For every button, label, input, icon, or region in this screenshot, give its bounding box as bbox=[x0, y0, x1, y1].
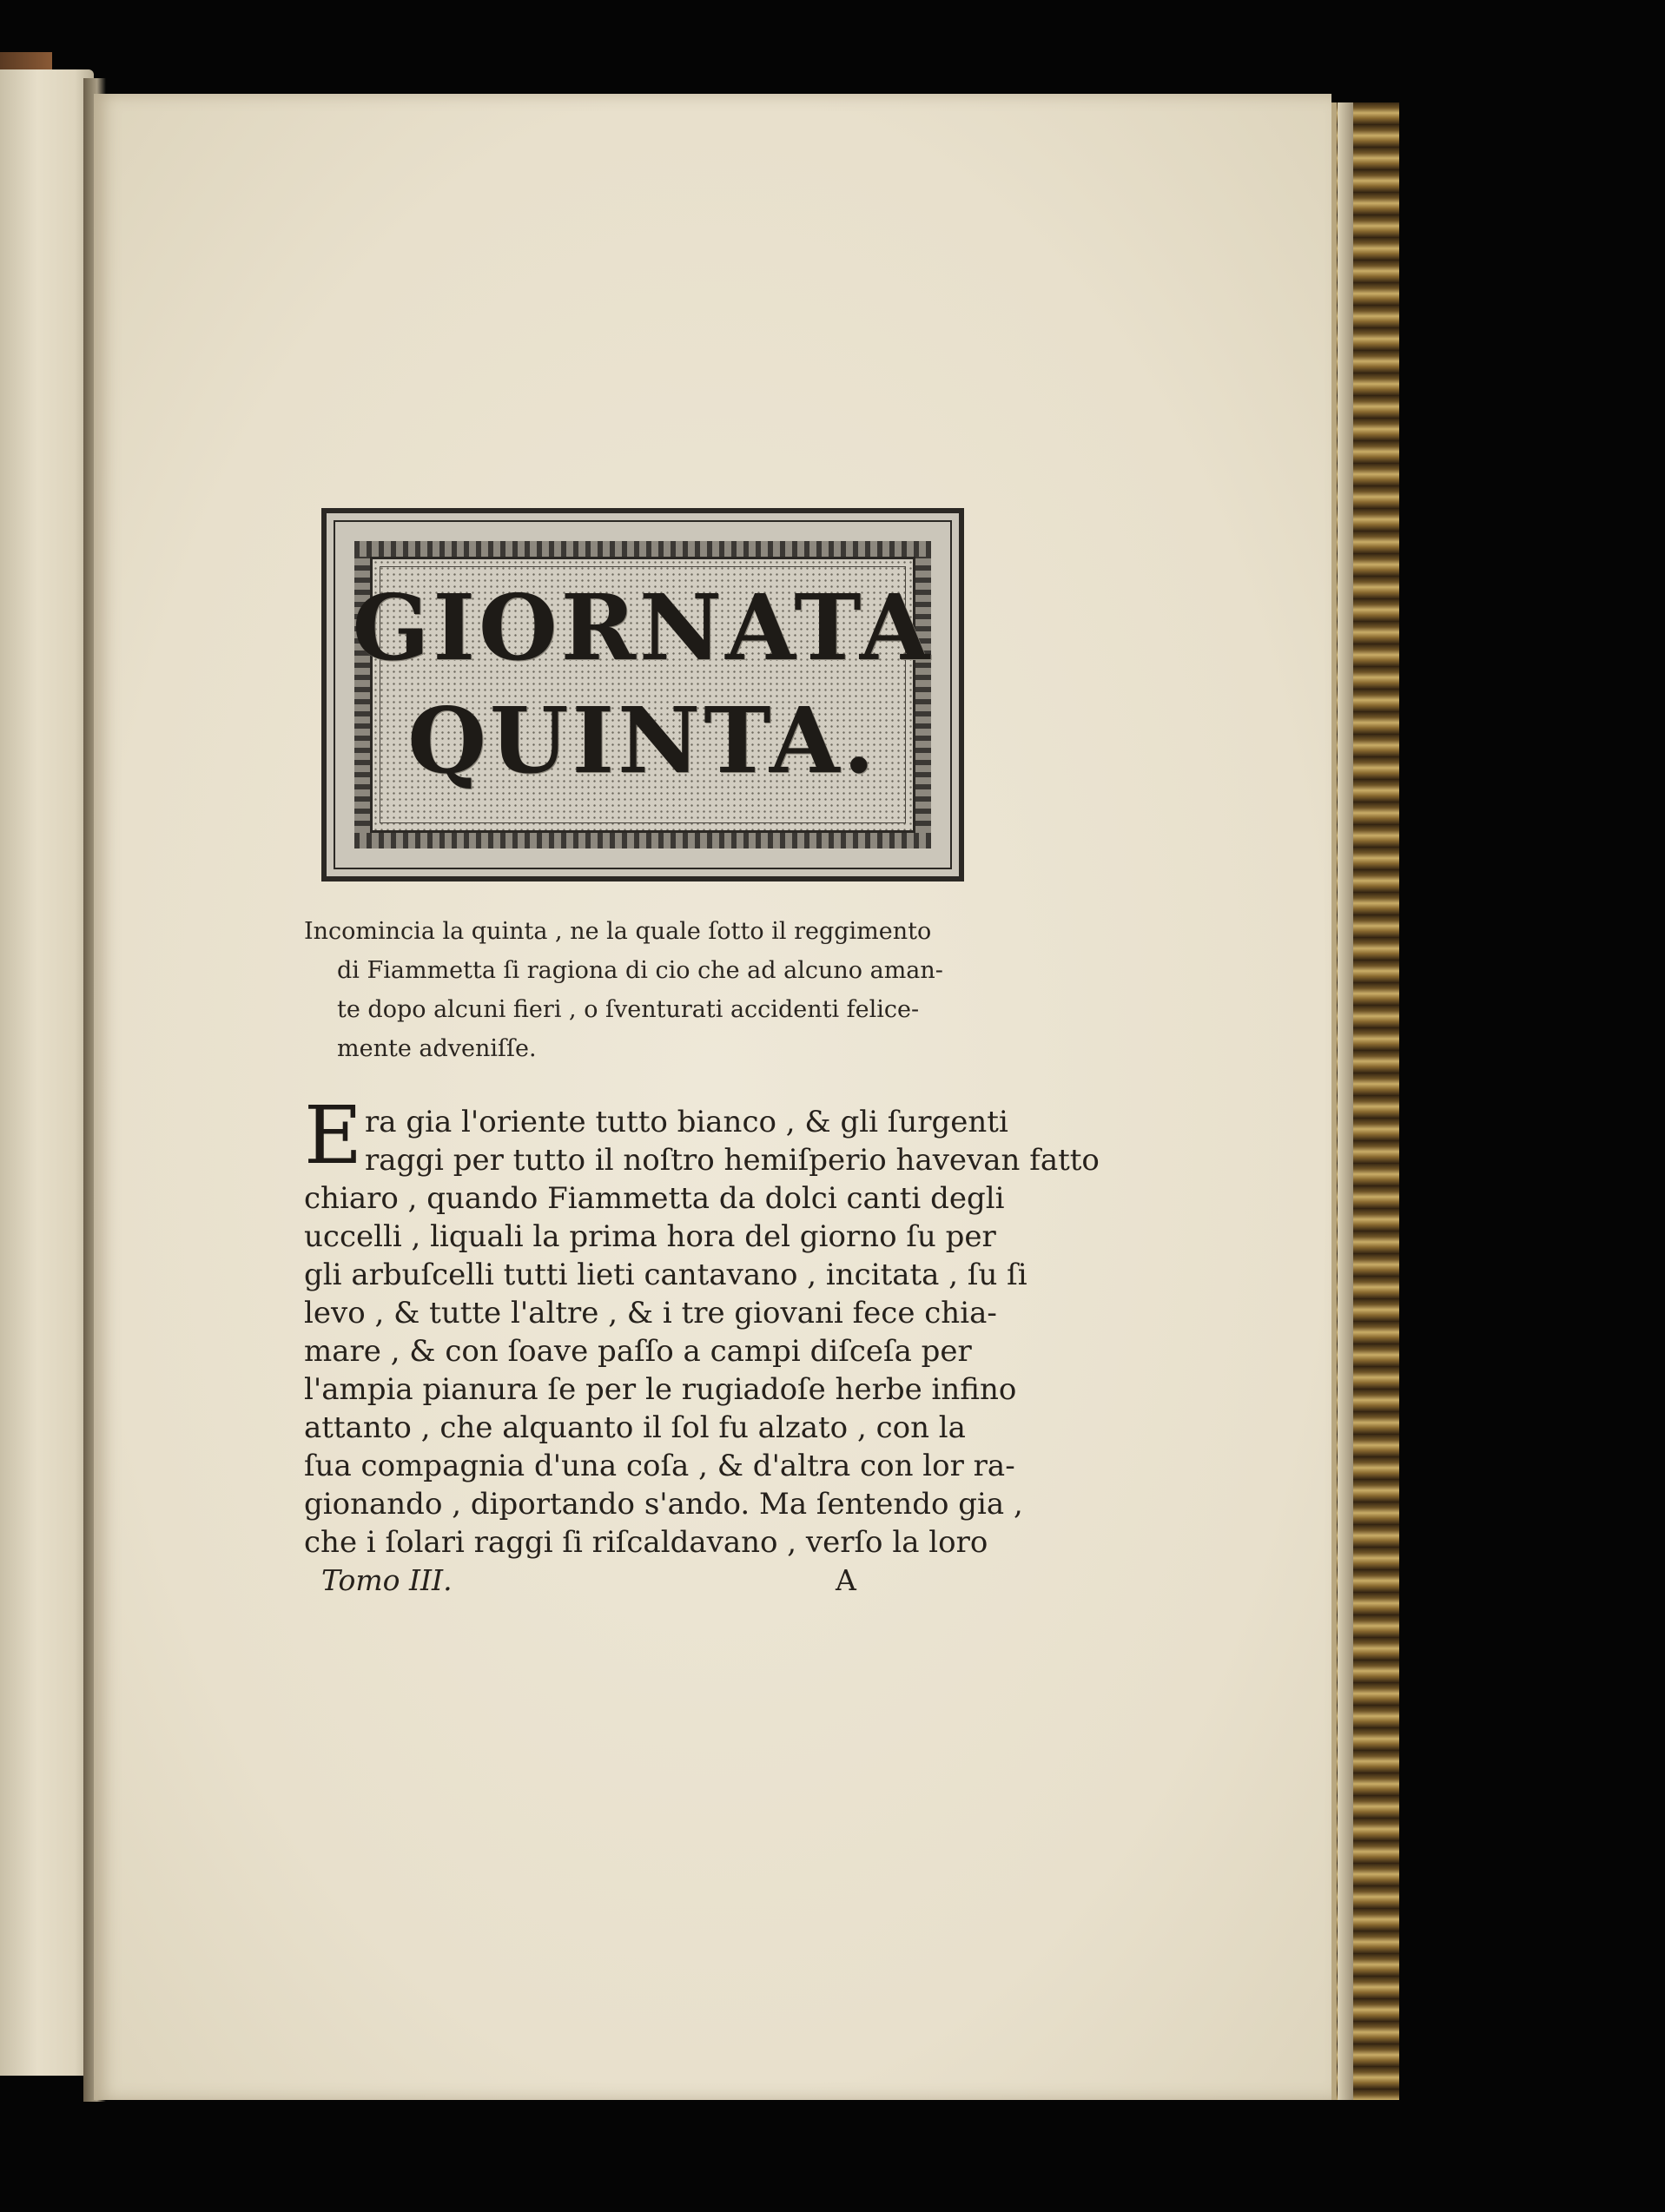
rubric-line: di Fiammetta ſi ragiona di cio che ad alcuno aman- bbox=[337, 957, 943, 984]
chapter-rubric bbox=[304, 912, 981, 1068]
body-line: raggi per tutto il noſtro hemiſperio havevan fatto bbox=[365, 1143, 1100, 1178]
plate-title-line-2: QUINTA. bbox=[407, 687, 878, 794]
rubric-line: te dopo alcuni fieri , o ſventurati accidenti felice- bbox=[337, 996, 920, 1023]
body-line: gionando , diportando s'ando. Ma ſentendo gia , bbox=[304, 1487, 1023, 1522]
volume-footer: Tomo III. bbox=[321, 1563, 453, 1597]
body-line: l'ampia pianura ſe per le rugiadoſe herbe infino bbox=[304, 1372, 1017, 1407]
rubric-line: Incomincia la quinta , ne la quale ſotto il reggimento bbox=[304, 918, 932, 945]
body-line: ſua compagnia d'una coſa , & d'altra con lor ra- bbox=[304, 1449, 1015, 1483]
body-paragraph bbox=[304, 1103, 1100, 1562]
drop-capital: E bbox=[304, 1089, 363, 1182]
body-line: attanto , che alquanto il ſol fu alzato , con la bbox=[304, 1410, 966, 1445]
body-line: levo , & tutte l'altre , & i tre giovani fece chia- bbox=[304, 1296, 997, 1331]
body-line: mare , & con ſoave paſſo a campi diſceſa per bbox=[304, 1334, 972, 1369]
page-block-edge bbox=[1338, 102, 1353, 2100]
body-line: chiaro , quando Fiammetta da dolci canti degli bbox=[304, 1181, 1005, 1216]
body-line: che i ſolari raggi ſi riſcaldavano , verſo la loro bbox=[304, 1525, 988, 1560]
rubric-line: mente adveniſſe. bbox=[337, 1035, 537, 1062]
right-page bbox=[94, 94, 1331, 2100]
body-line: ra gia l'oriente tutto bianco , & gli ſurgenti bbox=[365, 1105, 1008, 1139]
plate-title-line-1: GIORNATA bbox=[352, 574, 934, 681]
left-page bbox=[0, 69, 94, 2076]
engraved-title-plate bbox=[321, 508, 964, 881]
body-line: gli arbuſcelli tutti lieti cantavano , incitata , ſu ſi bbox=[304, 1258, 1027, 1292]
body-line: uccelli , liquali la prima hora del giorno ſu per bbox=[304, 1219, 996, 1254]
signature-mark: A bbox=[836, 1563, 856, 1597]
